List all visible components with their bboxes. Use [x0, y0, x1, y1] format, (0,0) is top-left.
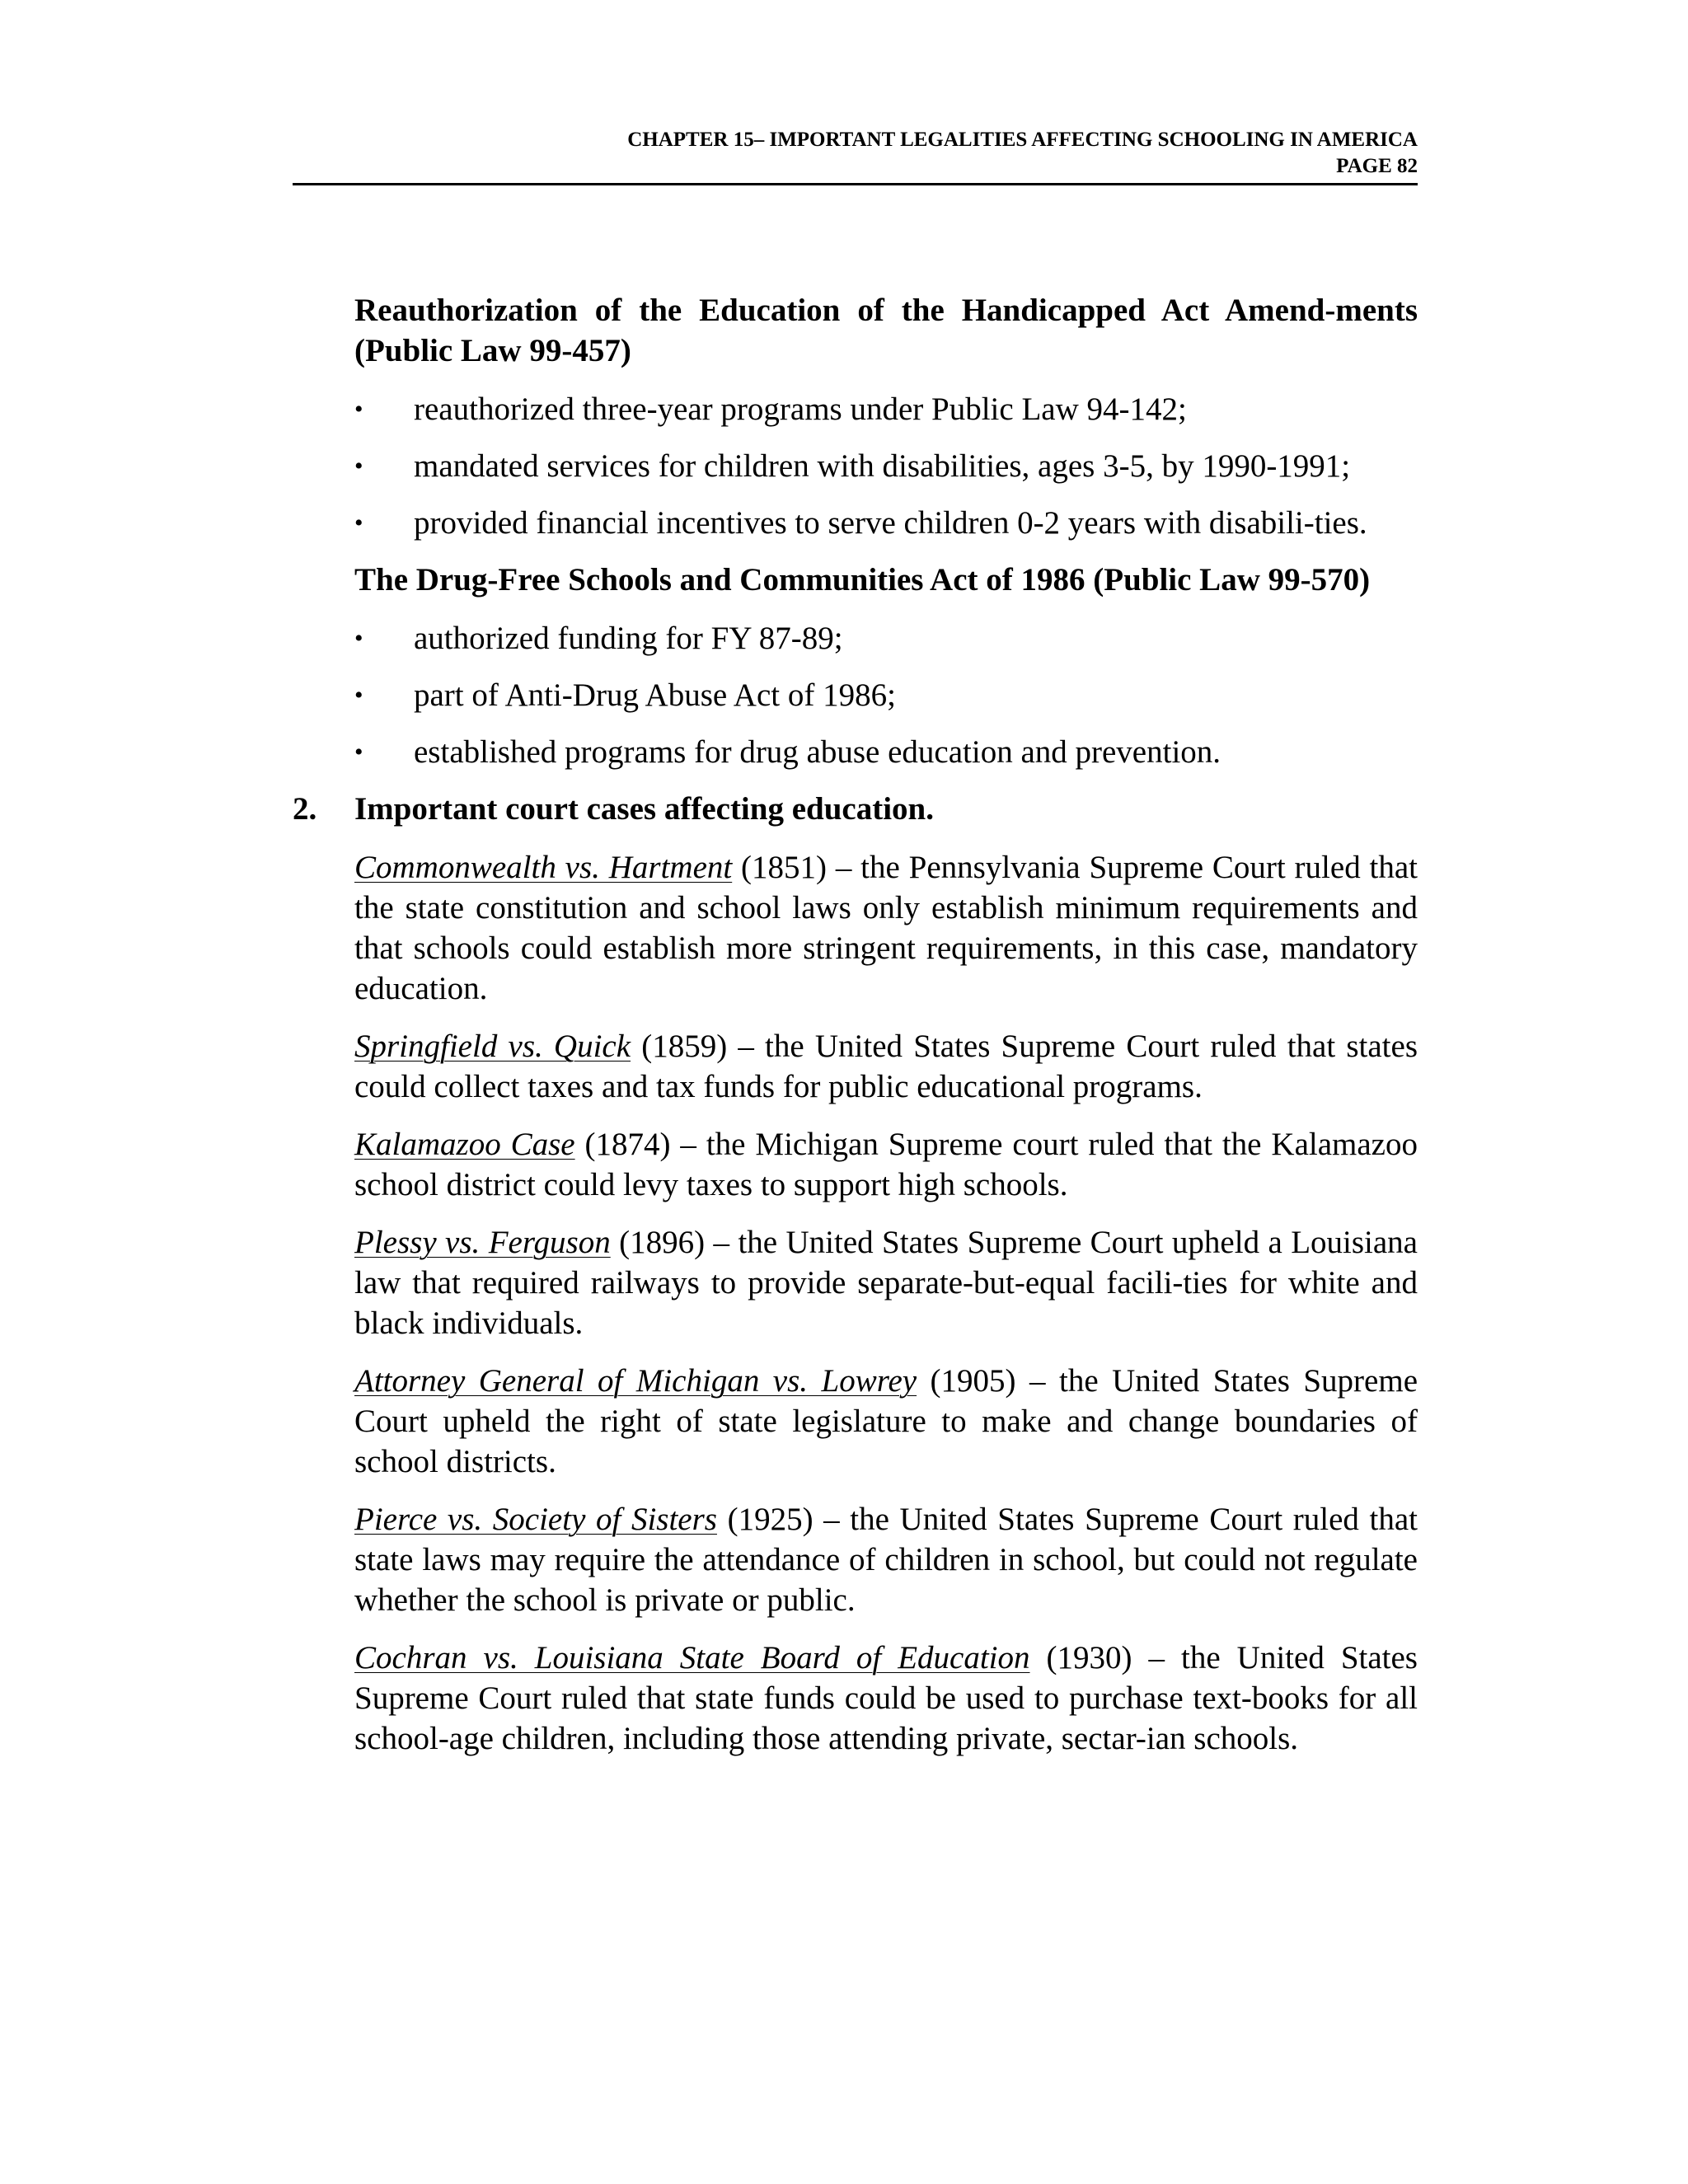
chapter-title: CHAPTER 15– IMPORTANT LEGALITIES AFFECTING SCHOOLING IN AMERICA — [627, 129, 1418, 151]
case-name: Attorney General of Michigan vs. Lowrey — [354, 1363, 917, 1399]
bullet-icon: • — [354, 682, 363, 709]
section-heading: The Drug-Free Schools and Communities Act of 1986 (Public Law 99-570) — [354, 562, 1371, 598]
page-body — [293, 290, 1418, 1776]
list-item: • authorized funding for FY 87-89; — [354, 618, 1418, 658]
court-case — [354, 847, 1418, 1009]
case-name: Plessy vs. Ferguson — [354, 1225, 611, 1260]
case-description: (1905) – the United States Supreme Court upheld the right of state legislature to make and change boundaries of school districts. — [354, 1363, 1418, 1479]
bullet-icon: • — [354, 452, 363, 480]
case-name: Springfield vs. Quick — [354, 1029, 631, 1064]
page-number: PAGE 82 — [1336, 155, 1418, 177]
list-item: • mandated services for children with disabilities, ages 3-5, by 1990-1991; — [354, 446, 1418, 486]
list-item: • established programs for drug abuse education and prevention. — [354, 732, 1418, 772]
bullet-icon: • — [354, 625, 363, 652]
bullet-icon: • — [354, 738, 363, 766]
bullet-list — [354, 389, 1418, 543]
case-description: (1859) – the United States Supreme Court ruled that states could collect taxes and tax funds for public educational programs. — [354, 1029, 1418, 1104]
case-name: Pierce vs. Society of Sisters — [354, 1502, 717, 1537]
court-cases-title: Important court cases affecting education. — [354, 791, 934, 827]
numbered-heading — [293, 789, 1418, 829]
court-case — [354, 1638, 1418, 1759]
case-description: (1851) – the Pennsylvania Supreme Court ruled that the state constitution and school laws only establish minimum requirements and that schools could establish more stringent requirements, in this case, mandatory education. — [354, 850, 1418, 1006]
court-case — [354, 1026, 1418, 1107]
bullet-list — [354, 618, 1418, 772]
bullet-icon: • — [354, 396, 363, 423]
case-name: Kalamazoo Case — [354, 1127, 575, 1162]
court-case — [354, 1499, 1418, 1620]
case-description: (1930) – the United States Supreme Court ruled that state funds could be used to purchase text-books for all school-age children, including those attending private, sectar-ian schools. — [354, 1640, 1418, 1756]
item-number: 2. — [293, 791, 317, 827]
case-description: (1874) – the Michigan Supreme court ruled that the Kalamazoo school district could levy taxes to support high schools. — [354, 1127, 1418, 1202]
list-item: • reauthorized three-year programs under Public Law 94-142; — [354, 389, 1418, 429]
court-case — [354, 1124, 1418, 1205]
running-header — [293, 127, 1418, 185]
court-case — [354, 1222, 1418, 1343]
case-name: Commonwealth vs. Hartment — [354, 850, 733, 885]
case-name: Cochran vs. Louisiana State Board of Education — [354, 1640, 1030, 1675]
court-case — [354, 1361, 1418, 1482]
list-item: • provided financial incentives to serve children 0-2 years with disabili-ties. — [354, 503, 1418, 543]
case-description: (1896) – the United States Supreme Court upheld a Louisiana law that required railways to provide separate-but-equal facili-ties for white and black individuals. — [354, 1225, 1418, 1341]
bullet-icon: • — [354, 509, 363, 537]
section-heading: Reauthorization of the Education of the Handicapped Act Amend-ments (Public Law 99-457) — [354, 293, 1418, 368]
case-description: (1925) – the United States Supreme Court ruled that state laws may require the attendance of children in school, but could not regulate whether the school is private or public. — [354, 1502, 1418, 1618]
list-item: • part of Anti-Drug Abuse Act of 1986; — [354, 675, 1418, 715]
